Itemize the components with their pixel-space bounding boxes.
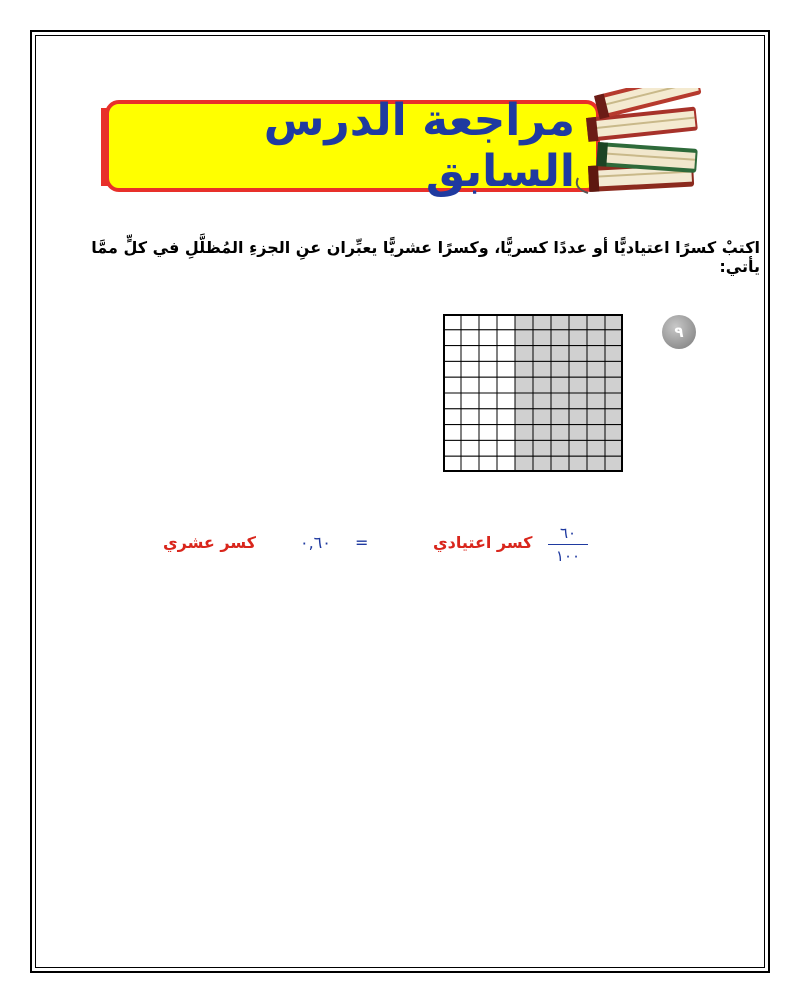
question-number-badge: ٩ <box>662 315 696 349</box>
grid-cell <box>461 440 479 456</box>
grid-cell <box>497 456 515 472</box>
grid-cell-shaded <box>569 346 587 362</box>
grid-cell <box>497 361 515 377</box>
grid-cell <box>461 393 479 409</box>
grid-cell <box>461 330 479 346</box>
grid-cell <box>443 377 461 393</box>
grid-cell <box>443 346 461 362</box>
grid-cell-shaded <box>515 456 533 472</box>
grid-cell-shaded <box>551 393 569 409</box>
grid-cell <box>443 425 461 441</box>
grid-cell-shaded <box>569 393 587 409</box>
grid-cell <box>443 409 461 425</box>
grid-cell-shaded <box>533 409 551 425</box>
fraction-numerator: ٦٠ <box>548 524 588 545</box>
grid-cell <box>497 425 515 441</box>
grid-cell <box>461 425 479 441</box>
grid-cell-shaded <box>605 456 623 472</box>
grid-cell-shaded <box>551 377 569 393</box>
grid-cell <box>479 346 497 362</box>
grid-cell <box>443 456 461 472</box>
grid-cell <box>479 409 497 425</box>
grid-cell-shaded <box>569 314 587 330</box>
grid-cell-shaded <box>605 377 623 393</box>
grid-cell-shaded <box>569 409 587 425</box>
grid-cell-shaded <box>533 361 551 377</box>
grid-cell-shaded <box>515 314 533 330</box>
grid-cell-shaded <box>569 440 587 456</box>
grid-cell <box>479 330 497 346</box>
grid-cell <box>461 361 479 377</box>
grid-cell-shaded <box>569 377 587 393</box>
grid-cell-shaded <box>515 346 533 362</box>
grid-cell-shaded <box>533 456 551 472</box>
grid-cell-shaded <box>605 361 623 377</box>
decimal-fraction-label: كسر عشري <box>163 533 256 552</box>
grid-cell-shaded <box>533 314 551 330</box>
grid-cell <box>443 314 461 330</box>
grid-cell <box>461 377 479 393</box>
grid-cell <box>497 409 515 425</box>
grid-cell-shaded <box>533 377 551 393</box>
grid-cell-shaded <box>587 346 605 362</box>
grid-cell-shaded <box>551 314 569 330</box>
grid-cell <box>479 456 497 472</box>
grid-cell-shaded <box>551 440 569 456</box>
grid-cell-shaded <box>605 393 623 409</box>
grid-cell-shaded <box>533 330 551 346</box>
grid-cell <box>479 377 497 393</box>
grid-cell <box>479 425 497 441</box>
grid-cell-shaded <box>551 456 569 472</box>
fraction-denominator: ١٠٠ <box>555 547 581 565</box>
grid-cell-shaded <box>587 330 605 346</box>
page-title: مراجعة الدرس السابق <box>263 95 575 197</box>
grid-cell-shaded <box>605 314 623 330</box>
grid-cell <box>479 361 497 377</box>
grid-cell <box>497 330 515 346</box>
grid-cell <box>497 314 515 330</box>
grid-cell <box>497 393 515 409</box>
grid-cell-shaded <box>515 361 533 377</box>
grid-cell-shaded <box>551 346 569 362</box>
grid-cell <box>443 361 461 377</box>
common-fraction <box>548 524 588 565</box>
exercise-instruction: اكتبْ كسرًا اعتياديًّا أو عددًا كسريًّا، وكسرًا عشريًّا يعبِّران عنِ الجزءِ المُظلَّلِ في كلٍّ ممَّا يأتي: <box>91 238 760 276</box>
hundred-grid <box>443 314 623 472</box>
grid-cell-shaded <box>515 440 533 456</box>
grid-cell-shaded <box>551 361 569 377</box>
grid-cell-shaded <box>515 393 533 409</box>
grid-cell-shaded <box>551 330 569 346</box>
grid-cell <box>443 440 461 456</box>
books-icon <box>568 88 718 208</box>
grid-cell-shaded <box>587 377 605 393</box>
grid-cell-shaded <box>551 409 569 425</box>
common-fraction-label: كسر اعتيادي <box>433 533 533 552</box>
grid-cell-shaded <box>587 409 605 425</box>
grid-cell-shaded <box>515 409 533 425</box>
grid-cell <box>497 346 515 362</box>
grid-cell-shaded <box>587 440 605 456</box>
grid-cell-shaded <box>605 330 623 346</box>
grid-cell-shaded <box>515 377 533 393</box>
grid-cell <box>497 440 515 456</box>
grid-cell-shaded <box>605 409 623 425</box>
grid-cell-shaded <box>605 440 623 456</box>
grid-cell-shaded <box>533 425 551 441</box>
grid-cell-shaded <box>569 330 587 346</box>
grid-cell <box>479 440 497 456</box>
grid-cell-shaded <box>587 361 605 377</box>
decimal-value: ٠,٦٠ <box>300 533 331 552</box>
grid-cell <box>461 346 479 362</box>
grid-cell <box>461 456 479 472</box>
grid-cell-shaded <box>533 346 551 362</box>
equals-sign: = <box>355 533 369 552</box>
grid-cell-shaded <box>587 425 605 441</box>
grid-cell-shaded <box>551 425 569 441</box>
grid-cell <box>443 330 461 346</box>
grid-cell <box>461 314 479 330</box>
grid-cell-shaded <box>515 330 533 346</box>
grid-cell-shaded <box>587 393 605 409</box>
grid-cell <box>479 314 497 330</box>
grid-cell-shaded <box>587 314 605 330</box>
grid-cell-shaded <box>533 393 551 409</box>
grid-cell-shaded <box>605 346 623 362</box>
grid-cell-shaded <box>533 440 551 456</box>
grid-cell-shaded <box>569 425 587 441</box>
grid-cell-shaded <box>569 456 587 472</box>
grid-cell <box>479 393 497 409</box>
grid-cell <box>461 409 479 425</box>
grid-cell-shaded <box>515 425 533 441</box>
grid-cell <box>497 377 515 393</box>
grid-cell-shaded <box>587 456 605 472</box>
grid-cell-shaded <box>605 425 623 441</box>
grid-cell <box>443 393 461 409</box>
grid-cell-shaded <box>569 361 587 377</box>
